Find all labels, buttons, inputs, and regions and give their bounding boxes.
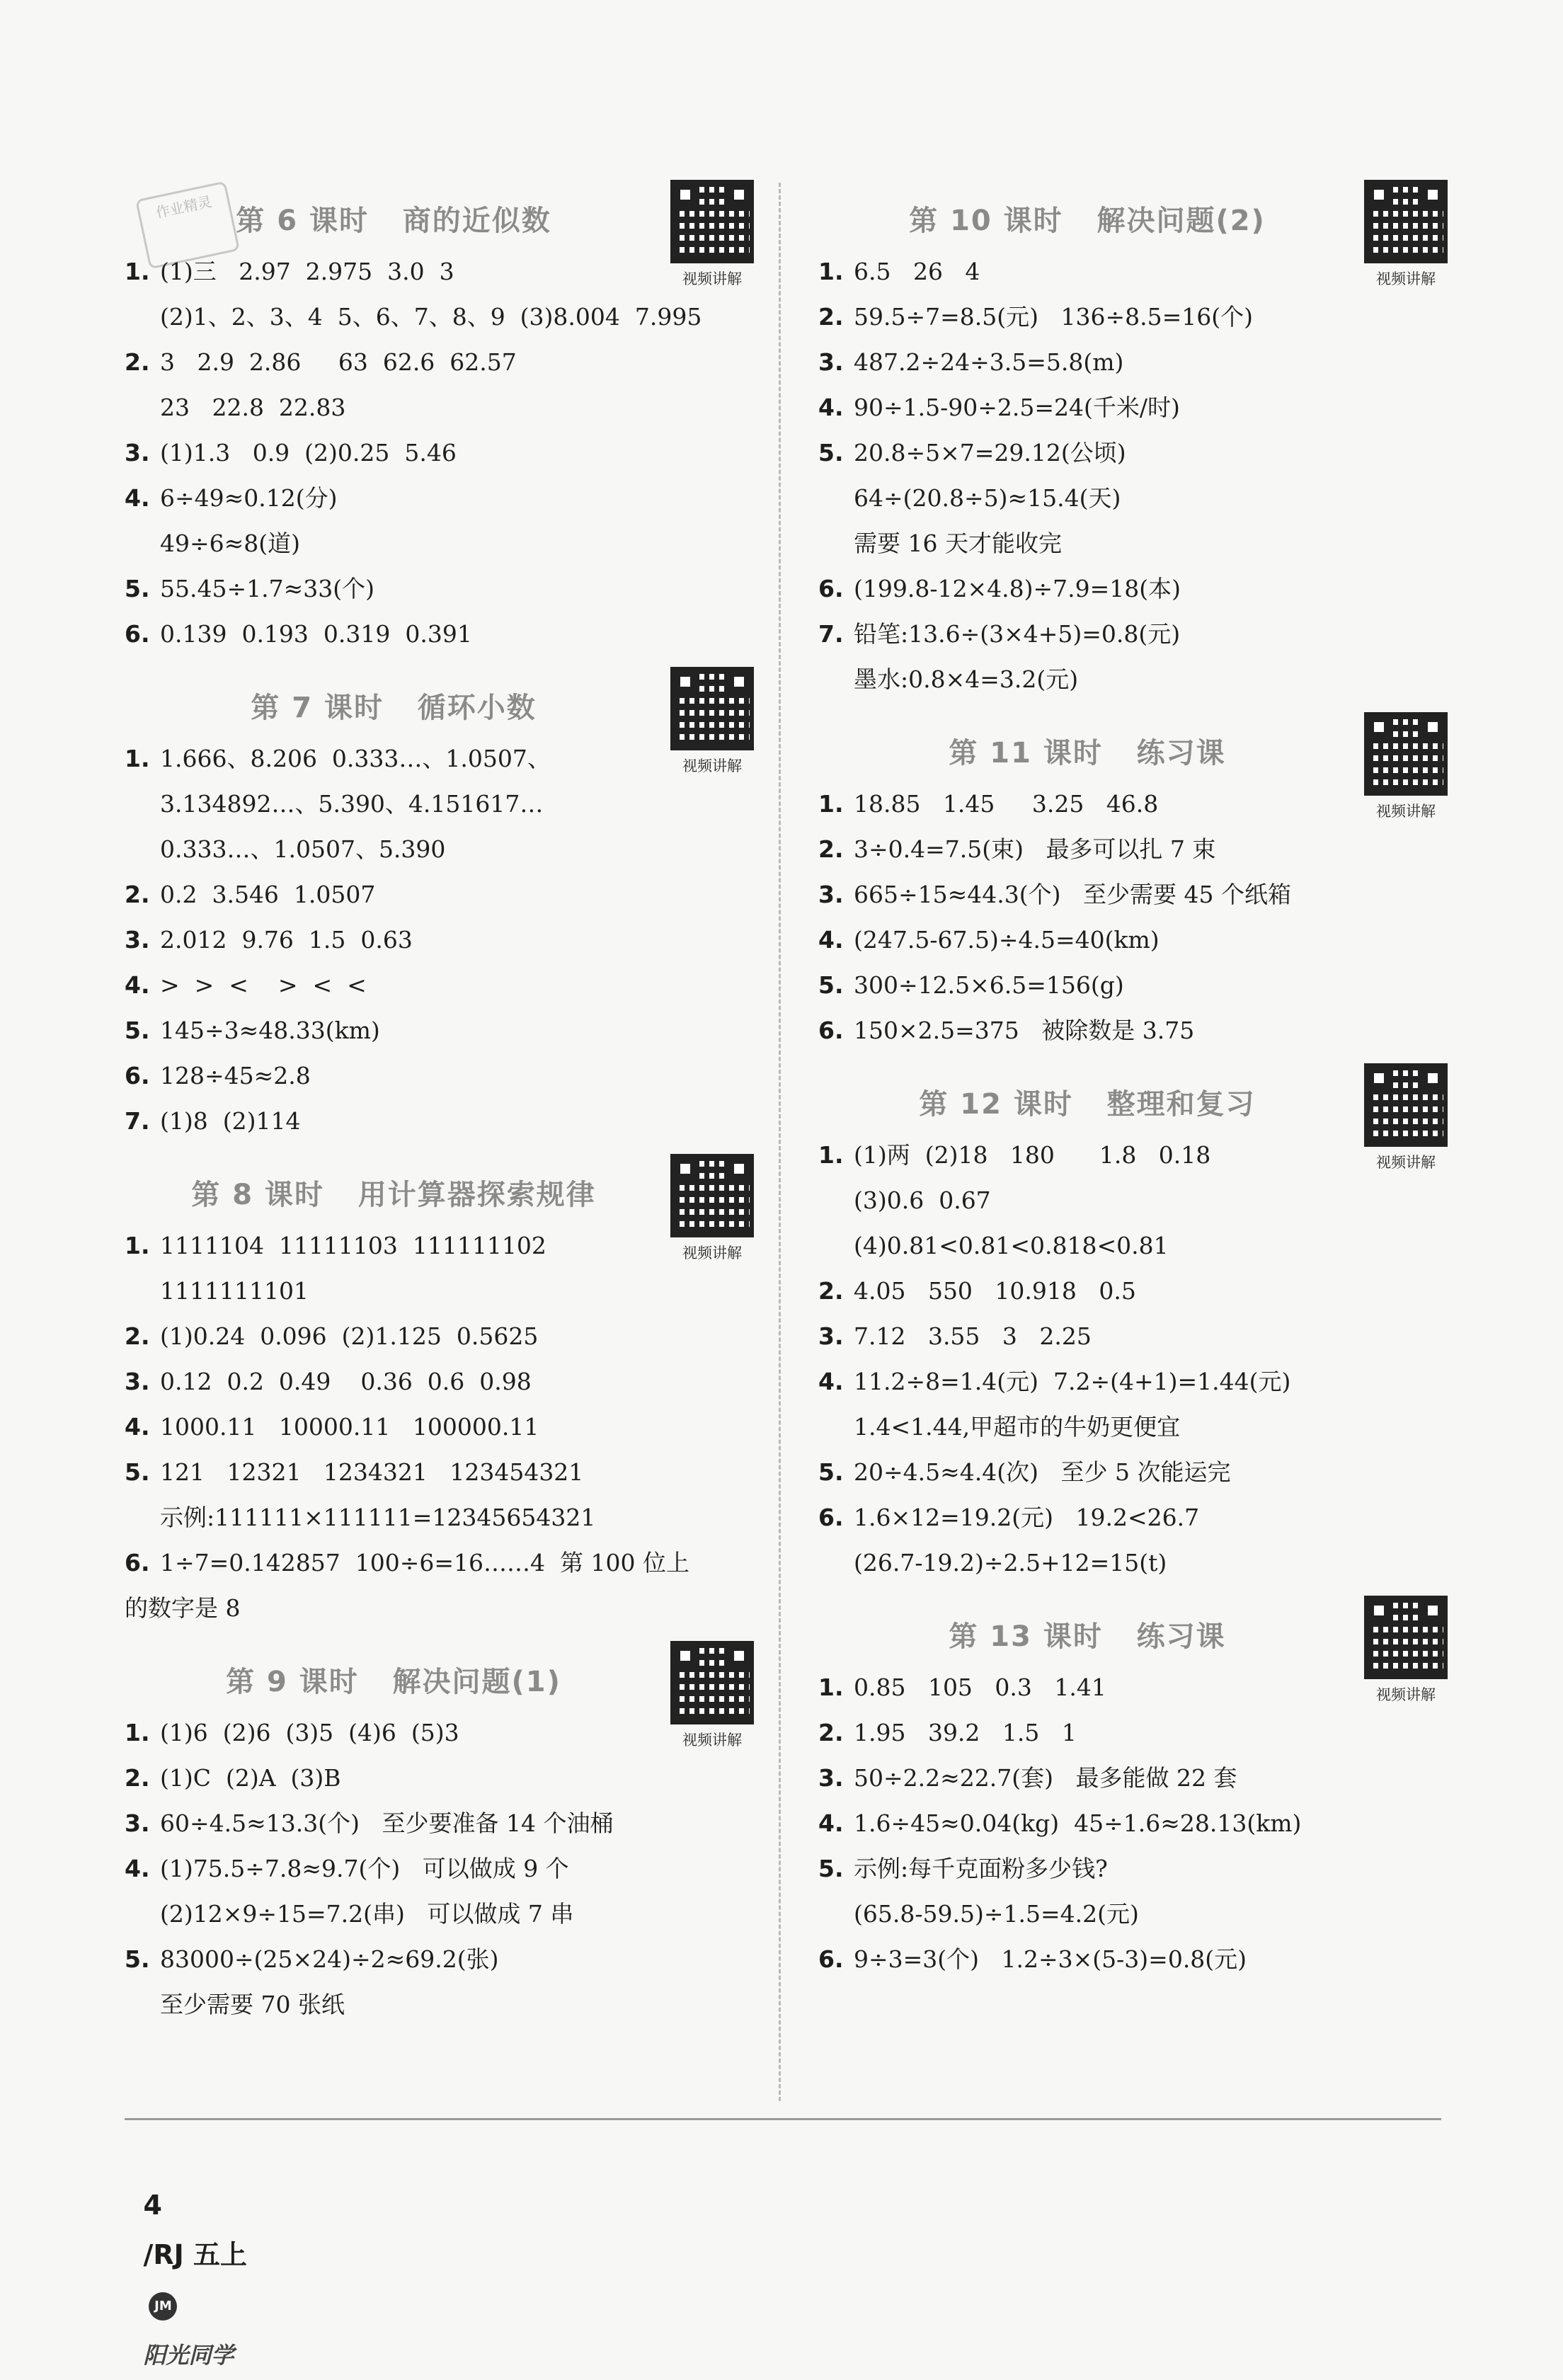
- lesson-title: 第 7 课时 循环小数: [251, 692, 537, 724]
- qr-label: 视频讲解: [1376, 1686, 1436, 1703]
- question-number: 6.: [818, 1504, 844, 1531]
- qr-code-icon: [1364, 180, 1448, 263]
- answer-line: [125, 1359, 762, 1404]
- answer-line: [125, 1846, 762, 1892]
- answer-text: 18.85 1.45 3.25 46.8: [854, 790, 1159, 818]
- answer-line: [818, 1846, 1455, 1892]
- left-column: [125, 170, 762, 2027]
- qr-label: 视频讲解: [1376, 803, 1436, 820]
- answer-line: [125, 1314, 762, 1359]
- answer-text: 90÷1.5-90÷2.5=24(千米/时): [854, 394, 1180, 421]
- answer-text: 55.45÷1.7≈33(个): [160, 575, 374, 602]
- answer-line: [818, 566, 1455, 612]
- lesson-title: 第 11 课时 练习课: [949, 737, 1226, 770]
- lesson-title: 第 13 课时 练习课: [949, 1620, 1226, 1653]
- answer-line: [818, 521, 1455, 566]
- page-footer: [125, 2131, 247, 2369]
- question-number: 1.: [818, 258, 844, 285]
- lesson-section: [125, 1631, 762, 2027]
- question-number: 2.: [125, 881, 150, 908]
- question-number: 2.: [125, 1322, 150, 1350]
- answer-text: 的数字是 8: [125, 1594, 241, 1622]
- answer-line: [818, 917, 1455, 963]
- answer-line: [125, 1540, 762, 1586]
- brand-badge: JM: [149, 2292, 177, 2321]
- video-qr-code[interactable]: [668, 1641, 756, 1750]
- answer-line: [125, 385, 762, 430]
- answer-text: 121 12321 1234321 123454321: [160, 1458, 584, 1486]
- answer-line: [818, 963, 1455, 1008]
- question-number: 5.: [818, 439, 844, 467]
- answer-line: [818, 1710, 1455, 1756]
- answer-line: [125, 1223, 762, 1269]
- video-qr-code[interactable]: [668, 667, 756, 776]
- answer-text: 0.12 0.2 0.49 0.36 0.6 0.98: [160, 1368, 532, 1395]
- question-number: 3.: [125, 439, 150, 467]
- stamp-logo: 作业精灵: [135, 181, 240, 270]
- question-number: 4.: [818, 1809, 844, 1837]
- answer-line: [818, 782, 1455, 827]
- answer-text: 1.666、8.206 0.333…、1.0507、: [160, 745, 551, 772]
- answer-line: [818, 385, 1455, 430]
- answer-line: [818, 249, 1455, 294]
- answer-text: 7.12 3.55 3 2.25: [854, 1322, 1092, 1350]
- question-number: 4.: [125, 1855, 150, 1882]
- answer-text: 0.2 3.546 1.0507: [160, 881, 376, 908]
- lesson-section: [818, 702, 1455, 1053]
- lesson-section: [818, 1053, 1455, 1586]
- answer-text: 铅笔:13.6÷(3×4+5)=0.8(元): [854, 620, 1181, 648]
- question-number: 4.: [125, 1413, 150, 1441]
- answer-text: 83000÷(25×24)÷2≈69.2(张): [160, 1945, 499, 1973]
- answer-line: [818, 1008, 1455, 1053]
- qr-label: 视频讲解: [1376, 1154, 1436, 1171]
- answer-text: 1.95 39.2 1.5 1: [854, 1719, 1077, 1746]
- answer-line: [125, 782, 762, 827]
- answer-text: 0.139 0.193 0.319 0.391: [160, 620, 472, 648]
- lesson-section: [125, 170, 762, 657]
- lesson-section: [818, 1586, 1455, 1982]
- qr-code-icon: [1364, 1596, 1448, 1679]
- qr-code-icon: [670, 180, 754, 263]
- question-number: 1.: [818, 1674, 844, 1701]
- question-number: 6.: [818, 1945, 844, 1973]
- lesson-title: 第 6 课时 商的近似数: [236, 205, 551, 237]
- answer-text: 1.6×12=19.2(元) 19.2<26.7: [854, 1504, 1200, 1531]
- answer-line: [818, 1133, 1455, 1178]
- qr-code-icon: [1364, 1063, 1448, 1147]
- question-number: 3.: [125, 926, 150, 954]
- answer-line: [818, 1892, 1455, 1937]
- answer-line: [125, 1710, 762, 1756]
- question-number: 5.: [125, 1017, 150, 1044]
- right-column: [818, 170, 1455, 1982]
- qr-label: 视频讲解: [682, 270, 742, 287]
- footer-rule: [125, 2118, 1441, 2120]
- qr-code-icon: [670, 1154, 754, 1237]
- answer-text: (199.8-12×4.8)÷7.9=18(本): [854, 575, 1181, 602]
- qr-code-icon: [1364, 712, 1448, 796]
- answer-line: [125, 963, 762, 1008]
- answer-text: (1)0.24 0.096 (2)1.125 0.5625: [160, 1322, 539, 1350]
- answer-text: 487.2÷24÷3.5=5.8(m): [854, 348, 1124, 376]
- answer-text: 300÷12.5×6.5=156(g): [854, 971, 1124, 999]
- question-number: 5.: [818, 971, 844, 999]
- answer-line: [818, 1269, 1455, 1314]
- answer-line: [125, 1982, 762, 2027]
- answer-text: 20.8÷5×7=29.12(公顷): [854, 439, 1126, 467]
- answer-line: [818, 1801, 1455, 1846]
- answer-text: 墨水:0.8×4=3.2(元): [854, 665, 1079, 693]
- answer-text: 20÷4.5≈4.4(次) 至少 5 次能运完: [854, 1458, 1231, 1486]
- answer-text: (1)两 (2)18 180 1.8 0.18: [854, 1141, 1211, 1169]
- qr-code-icon: [670, 1641, 754, 1724]
- question-number: 6.: [125, 1062, 150, 1089]
- answer-text: 60÷4.5≈13.3(个) 至少要准备 14 个油桶: [160, 1809, 614, 1837]
- question-number: 7.: [125, 1107, 150, 1135]
- answer-line: [818, 1404, 1455, 1450]
- qr-label: 视频讲解: [682, 757, 742, 774]
- question-number: 4.: [818, 394, 844, 421]
- answer-line: [125, 917, 762, 963]
- answer-text: (1)1.3 0.9 (2)0.25 5.46: [160, 439, 457, 467]
- answer-line: [125, 827, 762, 872]
- question-number: 3.: [125, 1368, 150, 1395]
- answer-text: (65.8-59.5)÷1.5=4.2(元): [854, 1900, 1139, 1928]
- answer-text: 150×2.5=375 被除数是 3.75: [854, 1017, 1195, 1044]
- answer-text: 59.5÷7=8.5(元) 136÷8.5=16(个): [854, 303, 1253, 331]
- question-number: 5.: [818, 1855, 844, 1882]
- question-number: 3.: [818, 348, 844, 376]
- answer-line: [125, 1892, 762, 1937]
- question-number: 2.: [818, 1719, 844, 1746]
- answer-line: [818, 1495, 1455, 1540]
- lesson-title: 第 9 课时 解决问题(1): [226, 1666, 561, 1698]
- answer-line: [125, 1586, 762, 1631]
- answer-line: [125, 736, 762, 782]
- answer-line: [125, 1937, 762, 1982]
- answer-line: [818, 827, 1455, 872]
- edition-label: /RJ 五上: [143, 2239, 247, 2270]
- lesson-section: [818, 170, 1455, 702]
- answer-line: [818, 1178, 1455, 1223]
- answer-line: [818, 1314, 1455, 1359]
- answer-line: [818, 294, 1455, 340]
- answer-line: [818, 612, 1455, 657]
- question-number: 7.: [818, 620, 844, 648]
- video-qr-code[interactable]: [1362, 712, 1450, 821]
- answer-line: [818, 1665, 1455, 1710]
- answer-text: 3 2.9 2.86 63 62.6 62.57: [160, 348, 517, 376]
- answer-text: (4)0.81<0.81<0.818<0.81: [854, 1232, 1169, 1259]
- question-number: 2.: [818, 835, 844, 863]
- answer-text: 4.05 550 10.918 0.5: [854, 1277, 1136, 1305]
- lesson-title: 第 8 课时 用计算器探索规律: [191, 1179, 596, 1211]
- lesson-section: [125, 1144, 762, 1631]
- answer-text: 145÷3≈48.33(km): [160, 1017, 380, 1044]
- answer-text: 示例:每千克面粉多少钱?: [854, 1855, 1108, 1882]
- answer-text: 49÷6≈8(道): [160, 530, 301, 557]
- question-number: 5.: [125, 1458, 150, 1486]
- answer-line: [125, 1099, 762, 1144]
- lesson-title: 第 10 课时 解决问题(2): [909, 205, 1266, 237]
- question-number: 6.: [818, 1017, 844, 1044]
- answer-text: (247.5-67.5)÷4.5=40(km): [854, 926, 1160, 954]
- answer-text: 至少需要 70 张纸: [160, 1991, 345, 2018]
- video-qr-code[interactable]: [1362, 1596, 1450, 1705]
- answer-line: [125, 521, 762, 566]
- question-number: 5.: [818, 1458, 844, 1486]
- answer-text: 1.4<1.44,甲超市的牛奶更便宜: [854, 1413, 1181, 1441]
- answer-text: (1)C (2)A (3)B: [160, 1764, 341, 1792]
- question-number: 1.: [125, 258, 150, 285]
- question-number: 1.: [818, 790, 844, 818]
- answer-text: 6÷49≈0.12(分): [160, 484, 338, 512]
- answer-text: 1000.11 10000.11 100000.11: [160, 1413, 539, 1441]
- answer-line: [818, 1359, 1455, 1404]
- column-divider: [779, 183, 781, 2101]
- answer-text: (26.7-19.2)÷2.5+12=15(t): [854, 1549, 1167, 1577]
- question-number: 6.: [125, 620, 150, 648]
- question-number: 2.: [125, 1764, 150, 1792]
- answer-text: 0.85 105 0.3 1.41: [854, 1674, 1106, 1701]
- answer-line: [818, 476, 1455, 521]
- question-number: 1.: [125, 745, 150, 772]
- qr-label: 视频讲解: [682, 1732, 742, 1749]
- answer-text: 3.134892…、5.390、4.151617…: [160, 790, 544, 818]
- answer-text: (2)12×9÷15=7.2(串) 可以做成 7 串: [160, 1900, 574, 1928]
- question-number: 3.: [125, 1809, 150, 1837]
- qr-label: 视频讲解: [682, 1245, 742, 1261]
- qr-code-icon: [670, 667, 754, 750]
- question-number: 5.: [125, 1945, 150, 1973]
- answer-text: 50÷2.2≈22.7(套) 最多能做 22 套: [854, 1764, 1237, 1792]
- answer-text: 需要 16 天才能收完: [854, 530, 1062, 557]
- lesson-section: [125, 657, 762, 1144]
- answer-line: [125, 872, 762, 917]
- question-number: 5.: [125, 575, 150, 602]
- question-number: 4.: [125, 971, 150, 999]
- question-number: 4.: [818, 1368, 844, 1395]
- answer-line: [125, 1756, 762, 1801]
- answer-line: [818, 430, 1455, 476]
- answer-line: [125, 430, 762, 476]
- brand-name: 阳光同学: [143, 2342, 234, 2369]
- answer-line: [125, 1404, 762, 1450]
- question-number: 4.: [125, 484, 150, 512]
- question-number: 2.: [818, 303, 844, 331]
- answer-line: [818, 1756, 1455, 1801]
- answer-text: 1.6÷45≈0.04(kg) 45÷1.6≈28.13(km): [854, 1809, 1302, 1837]
- answer-text: (1)8 (2)114: [160, 1107, 301, 1135]
- lesson-title: 第 12 课时 整理和复习: [919, 1088, 1256, 1121]
- question-number: 1.: [125, 1719, 150, 1746]
- answer-text: 0.333…、1.0507、5.390: [160, 835, 446, 863]
- question-number: 3.: [818, 881, 844, 908]
- answer-line: [125, 476, 762, 521]
- answer-text: 6.5 26 4: [854, 258, 980, 285]
- answer-text: 128÷45≈2.8: [160, 1062, 311, 1089]
- answer-text: 1111104 11111103 111111102: [160, 1232, 546, 1259]
- question-number: 6.: [125, 1549, 150, 1577]
- answer-line: [125, 1801, 762, 1846]
- answer-line: [818, 1540, 1455, 1586]
- answer-line: [125, 566, 762, 612]
- question-number: 6.: [818, 575, 844, 602]
- answer-text: 3÷0.4=7.5(束) 最多可以扎 7 束: [854, 835, 1216, 863]
- answer-text: 示例:111111×111111=12345654321: [160, 1504, 596, 1531]
- answer-text: (1)三 2.97 2.975 3.0 3: [160, 258, 454, 285]
- answer-line: [125, 340, 762, 385]
- answer-text: (2)1、2、3、4 5、6、7、8、9 (3)8.004 7.995: [160, 303, 702, 331]
- answer-text: 9÷3=3(个) 1.2÷3×(5-3)=0.8(元): [854, 1945, 1247, 1973]
- answer-text: (1)6 (2)6 (3)5 (4)6 (5)3: [160, 1719, 459, 1746]
- qr-label: 视频讲解: [1376, 270, 1436, 287]
- answer-text: 11.2÷8=1.4(元) 7.2÷(4+1)=1.44(元): [854, 1368, 1291, 1395]
- answer-line: [125, 294, 762, 340]
- video-qr-code[interactable]: [668, 1154, 756, 1263]
- question-number: 2.: [818, 1277, 844, 1305]
- question-number: 4.: [818, 926, 844, 954]
- answer-text: > > < > < <: [160, 971, 367, 999]
- answer-text: 64÷(20.8÷5)≈15.4(天): [854, 484, 1121, 512]
- answer-line: [818, 1450, 1455, 1495]
- answer-line: [125, 1450, 762, 1495]
- question-number: 3.: [818, 1322, 844, 1350]
- answer-text: 1÷7=0.142857 100÷6=16……4 第 100 位上: [160, 1549, 689, 1577]
- answer-text: (3)0.6 0.67: [854, 1186, 991, 1214]
- answer-line: [125, 612, 762, 657]
- answer-text: 23 22.8 22.83: [160, 394, 346, 421]
- question-number: 1.: [818, 1141, 844, 1169]
- video-qr-code[interactable]: [1362, 180, 1450, 289]
- answer-line: [818, 657, 1455, 702]
- answer-line: [125, 1053, 762, 1099]
- question-number: 3.: [818, 1764, 844, 1792]
- answer-line: [125, 1008, 762, 1053]
- answer-line: [818, 872, 1455, 917]
- answer-line: [818, 340, 1455, 385]
- answer-line: [818, 1223, 1455, 1269]
- page-number: 4: [143, 2190, 162, 2221]
- question-number: 1.: [125, 1232, 150, 1259]
- answer-line: [125, 249, 762, 294]
- answer-text: 665÷15≈44.3(个) 至少需要 45 个纸箱: [854, 881, 1291, 908]
- video-qr-code[interactable]: [668, 180, 756, 289]
- answer-text: 2.012 9.76 1.5 0.63: [160, 926, 413, 954]
- answer-line: [125, 1495, 762, 1540]
- video-qr-code[interactable]: [1362, 1063, 1450, 1172]
- answer-line: [818, 1937, 1455, 1982]
- question-number: 2.: [125, 348, 150, 376]
- answer-line: [125, 1269, 762, 1314]
- answer-text: 1111111101: [160, 1277, 309, 1305]
- answer-text: (1)75.5÷7.8≈9.7(个) 可以做成 9 个: [160, 1855, 569, 1882]
